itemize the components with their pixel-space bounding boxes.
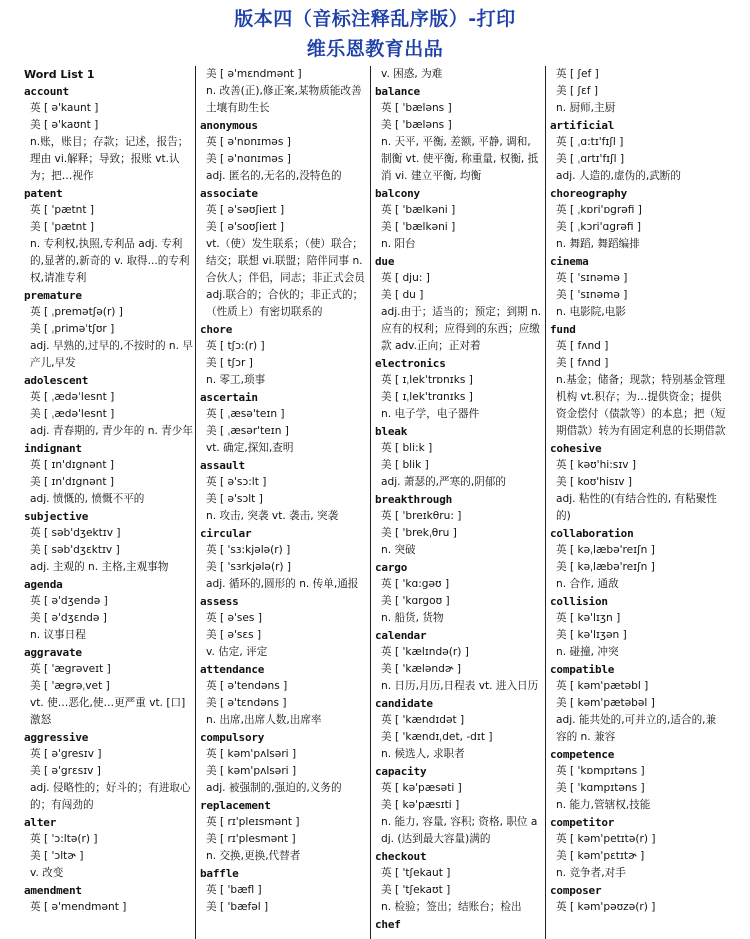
phonetic: 美 [ ˌædə'lesnt ] — [30, 408, 115, 420]
phonetic: 英 [ ə'sɔ:lt ] — [206, 476, 267, 488]
definition: adj. 粘性的(有结合性的, 有粘聚性的) — [556, 493, 717, 522]
vocab-word: composer — [550, 884, 602, 897]
definition: n. 专利权,执照,专利品 adj. 专利的,显著的,新奇的 v. 取得...的专利权,请准专利 — [30, 238, 190, 284]
vocab-word: subjective — [24, 510, 89, 523]
vocab-word: checkout — [375, 850, 427, 863]
phonetic: 美 [ tʃɔr ] — [206, 357, 253, 369]
vocab-word: indignant — [24, 442, 82, 455]
vocab-word: ascertain — [200, 391, 258, 404]
phonetic: 美 [ 'bæləns ] — [381, 119, 452, 131]
vocab-word: breakthrough — [375, 493, 453, 506]
vocab-word: associate — [200, 187, 258, 200]
phonetic: 英 [ kəʊ'hi:sɪv ] — [556, 459, 637, 471]
phonetic: 美 [ rɪ'plesmənt ] — [206, 833, 296, 845]
vocab-word: balcony — [375, 187, 420, 200]
phonetic: 美 [ ə'mɛndmənt ] — [206, 68, 302, 80]
definition: n. 交换,更换,代替者 — [206, 850, 301, 862]
definition: n. 检验；签出；结账台；检出 — [381, 901, 522, 913]
phonetic: 美 [ ə'tɛndəns ] — [206, 697, 287, 709]
phonetic: 英 [ bli:k ] — [381, 442, 433, 454]
vocab-word: patent — [24, 187, 63, 200]
phonetic: 美 [ 'kɑrgoʊ ] — [381, 595, 450, 607]
phonetic: 美 [ ə'nɑnɪməs ] — [206, 153, 291, 165]
definition: n.基金；储备；现款；特别基金管理机构 vt.积存；为…提供资金；提供资金偿付（债款等）的本息；把（短期借款）转为有固定利息的长期借款 — [556, 374, 726, 437]
definition: vt.（使）发生联系；（使）联合；结交；联想 vi.联盟；陪伴同事 n.合伙人；伴侣，同志；非正式会员 adj.联合的；合伙的；非正式的；（性质上）有密切联系的 — [206, 238, 365, 318]
phonetic: 美 [ ˌæsər'teɪn ] — [206, 425, 289, 437]
phonetic: 美 [ blik ] — [381, 459, 429, 471]
phonetic: 美 [ 'bælkəni ] — [381, 221, 456, 233]
definition: n. 攻击, 突袭 vt. 袭击, 突袭 — [206, 510, 339, 522]
phonetic: 美 [ ə'kaʊnt ] — [30, 119, 99, 131]
phonetic: 美 [ 'bæfəl ] — [206, 901, 269, 913]
phonetic: 英 [ ə'mendmənt ] — [30, 901, 127, 913]
definition: adj. 能共处的,可并立的,适合的,兼容的 n. 兼容 — [556, 714, 717, 743]
phonetic: 美 [ 'pætnt ] — [30, 221, 95, 233]
phonetic: 英 [ 'pætnt ] — [30, 204, 95, 216]
list-heading: Word List 1 — [24, 68, 95, 81]
vocab-word: replacement — [200, 799, 271, 812]
vocab-word: adolescent — [24, 374, 89, 387]
definition: adj. 青春期的, 青少年的 n. 青少年 — [30, 425, 193, 437]
definition: adj. 循环的,圆形的 n. 传单,通报 — [206, 578, 359, 590]
phonetic: 英 [ 'breɪkθru: ] — [381, 510, 462, 522]
phonetic: 英 [ kəm'petɪtə(r) ] — [556, 833, 656, 845]
phonetic: 英 [ tʃɔ:(r) ] — [206, 340, 265, 352]
word-column-4 — [550, 66, 726, 939]
page-subtitle: 维乐恩教育出品 — [306, 38, 444, 60]
phonetic: 英 [ 'bæfl ] — [206, 884, 262, 896]
phonetic: 美 [ ə'dʒɛndə ] — [30, 612, 107, 624]
phonetic: 英 [ kəˌlæbə'reɪʃn ] — [556, 544, 655, 556]
definition: n. 船货, 货物 — [381, 612, 444, 624]
phonetic: 英 [ ɪˌlek'trɒnɪks ] — [381, 374, 473, 386]
vocab-word: collision — [550, 595, 608, 608]
definition: n. 改善(正),修正案,某物质能改善土壤有助生长 — [206, 85, 362, 114]
phonetic: 英 [ ə'ses ] — [206, 612, 262, 624]
definition: adj. 匿名的,无名的,没特色的 — [206, 170, 342, 182]
phonetic: 英 [ ʃef ] — [556, 68, 599, 80]
word-list-columns — [0, 66, 750, 939]
phonetic: 英 [ kəm'pætəbl ] — [556, 680, 649, 692]
definition: vt. 使…恶化,使…更严重 vt. [口]激怒 — [30, 697, 186, 726]
phonetic: 英 [ fʌnd ] — [556, 340, 609, 352]
vocab-word: compatible — [550, 663, 615, 676]
phonetic: 美 [ du ] — [381, 289, 424, 301]
vocab-word: cinema — [550, 255, 589, 268]
phonetic: 英 [ 'ɔ:ltə(r) ] — [30, 833, 98, 845]
definition: n. 竞争者,对手 — [556, 867, 626, 879]
phonetic: 英 [ ˌæsə'teɪn ] — [206, 408, 285, 420]
phonetic: 英 [ 'sɪnəmə ] — [556, 272, 628, 284]
phonetic: 英 [ ˌpremətʃə(r) ] — [30, 306, 123, 318]
phonetic: 英 [ ˌkɒri'ɒgrəfi ] — [556, 204, 642, 216]
vocab-word: artificial — [550, 119, 615, 132]
definition: n. 厨师,主厨 — [556, 102, 616, 114]
vocab-word: collaboration — [550, 527, 634, 540]
phonetic: 美 [ ə'sɔlt ] — [206, 493, 263, 505]
phonetic: 英 [ ə'gresɪv ] — [30, 748, 102, 760]
vocab-word: attendance — [200, 663, 265, 676]
phonetic: 英 [ ˌɑ:tɪ'fɪʃl ] — [556, 136, 624, 148]
phonetic: 英 [ səb'dʒektɪv ] — [30, 527, 121, 539]
vocab-word: agenda — [24, 578, 63, 591]
vocab-word: cargo — [375, 561, 408, 574]
phonetic: 英 [ 'kɒmpɪtəns ] — [556, 765, 645, 777]
phonetic: 美 [ ə'grɛsɪv ] — [30, 765, 101, 777]
definition: n. 电子学，电子器件 — [381, 408, 480, 420]
definition: adj. 人造的,虚伪的,武断的 — [556, 170, 681, 182]
definition: n. 合作, 通敌 — [556, 578, 619, 590]
vocab-word: competence — [550, 748, 615, 761]
vocab-word: premature — [24, 289, 82, 302]
phonetic: 美 [ ʃɛf ] — [556, 85, 598, 97]
vocab-word: compulsory — [200, 731, 265, 744]
definition: n. 零工,琐事 — [206, 374, 266, 386]
phonetic: 英 [ 'bælkəni ] — [381, 204, 456, 216]
definition: n. 突破 — [381, 544, 416, 556]
vocab-word: chef — [375, 918, 401, 931]
phonetic: 英 [ rɪ'pleɪsmənt ] — [206, 816, 300, 828]
phonetic: 英 [ kə'pæsəti ] — [381, 782, 462, 794]
vocab-word: circular — [200, 527, 252, 540]
phonetic: 美 [ 'kɑmpɪtəns ] — [556, 782, 645, 794]
vocab-word: aggravate — [24, 646, 82, 659]
vocab-word: aggressive — [24, 731, 89, 744]
definition: adj. 侵略性的；好斗的；有进取心的；有闯劲的 — [30, 782, 191, 811]
phonetic: 美 [ ɪn'dɪgnənt ] — [30, 476, 115, 488]
definition: adj.由于；适当的；预定；到期 n.应有的权利；应得到的东西；应缴款 adv.正向；正对着 — [381, 306, 542, 352]
phonetic: 美 [ ɪˌlek'trɑnɪks ] — [381, 391, 473, 403]
phonetic: 美 [ 'sɜrkjələ(r) ] — [206, 561, 292, 573]
vocab-word: cohesive — [550, 442, 602, 455]
vocab-word: fund — [550, 323, 576, 336]
vocab-word: baffle — [200, 867, 239, 880]
vocab-word: assess — [200, 595, 239, 608]
vocab-word: choreography — [550, 187, 628, 200]
phonetic: 英 [ ə'səʊʃieɪt ] — [206, 204, 285, 216]
definition: v. 估定, 评定 — [206, 646, 268, 658]
phonetic: 美 [ kəm'pætəbəl ] — [556, 697, 655, 709]
phonetic: 美 [ 'brekˌθru ] — [381, 527, 457, 539]
definition: n. 能力, 容量, 容积; 资格, 职位 adj. (达到最大容量)满的 — [381, 816, 538, 845]
phonetic: 英 [ 'sɜ:kjələ(r) ] — [206, 544, 291, 556]
definition: adj. 愤慨的, 愤慨不平的 — [30, 493, 145, 505]
definition: adj. 主观的 n. 主格,主观事物 — [30, 561, 169, 573]
vocab-word: capacity — [375, 765, 427, 778]
phonetic: 美 [ koʊ'hisɪv ] — [556, 476, 633, 488]
vocab-word: calendar — [375, 629, 427, 642]
phonetic: 英 [ ə'tendəns ] — [206, 680, 288, 692]
vocab-word: bleak — [375, 425, 408, 438]
phonetic: 美 [ ˌɑrtɪ'fɪʃl ] — [556, 153, 625, 165]
phonetic: 美 [ ə'sɛs ] — [206, 629, 262, 641]
phonetic: 英 [ 'kælɪndə(r) ] — [381, 646, 469, 658]
definition: n. 日历,月历,日程表 vt. 进入日历 — [381, 680, 539, 692]
definition: n. 阳台 — [381, 238, 416, 250]
phonetic: 美 [ 'ægrəˌvet ] — [30, 680, 110, 692]
phonetic: 美 [ 'kæləndɚ ] — [381, 663, 461, 675]
phonetic: 美 [ səb'dʒɛktɪv ] — [30, 544, 120, 556]
definition: n. 天平, 平衡, 差额, 平静, 调和, 制衡 vt. 使平衡, 称重量, 权衡, 抵消 vi. 建立平衡, 均衡 — [381, 136, 539, 182]
phonetic: 美 [ kəm'pɛtɪtɚ ] — [556, 850, 645, 862]
definition: n.账，账目；存款；记述，报告；理由 vi.解释；导致；报账 vt.认为；把…视作 — [30, 136, 189, 182]
phonetic: 美 [ kəm'pʌlsəri ] — [206, 765, 297, 777]
definition: n. 舞蹈, 舞蹈编排 — [556, 238, 640, 250]
phonetic: 美 [ fʌnd ] — [556, 357, 609, 369]
definition: adj. 被强制的,强迫的,义务的 — [206, 782, 342, 794]
phonetic: 美 [ kə'lɪʒən ] — [556, 629, 627, 641]
phonetic: 美 [ kəˌlæbə'reɪʃn ] — [556, 561, 655, 573]
definition: v. 困惑, 为难 — [381, 68, 443, 80]
phonetic: 英 [ dju: ] — [381, 272, 430, 284]
phonetic: 美 [ ˌkɔri'ɑgrəfi ] — [556, 221, 642, 233]
vocab-word: amendment — [24, 884, 82, 897]
phonetic: 英 [ ə'nɒnɪməs ] — [206, 136, 291, 148]
phonetic: 英 [ kə'lɪʒn ] — [556, 612, 621, 624]
word-column-1 — [24, 66, 193, 939]
phonetic: 美 [ ə'soʊʃieɪt ] — [206, 221, 285, 233]
phonetic: 美 [ 'sɪnəmə ] — [556, 289, 628, 301]
definition: n. 电影院,电影 — [556, 306, 626, 318]
phonetic: 美 [ kə'pæsɪti ] — [381, 799, 460, 811]
phonetic: 美 [ 'tʃekaʊt ] — [381, 884, 451, 896]
phonetic: 英 [ ə'dʒendə ] — [30, 595, 108, 607]
phonetic: 英 [ kəm'pəʊzə(r) ] — [556, 901, 656, 913]
phonetic: 英 [ 'kændɪdət ] — [381, 714, 465, 726]
vocab-word: alter — [24, 816, 57, 829]
definition: v. 改变 — [30, 867, 64, 879]
phonetic: 英 [ ɪn'dɪgnənt ] — [30, 459, 115, 471]
phonetic: 英 [ 'ægrəveɪt ] — [30, 663, 111, 675]
word-column-3 — [375, 66, 543, 939]
definition: adj. 早熟的,过早的,不按时的 n. 早产儿,早发 — [30, 340, 193, 369]
phonetic: 英 [ ˌædəˈlesnt ] — [30, 391, 115, 403]
page-title: 版本四（音标注释乱序版）-打印 — [234, 8, 516, 30]
phonetic: 英 [ ə'kaunt ] — [30, 102, 99, 114]
vocab-word: assault — [200, 459, 245, 472]
definition: n. 候选人, 求职者 — [381, 748, 465, 760]
definition: n. 能力,管辖权,技能 — [556, 799, 651, 811]
vocab-word: chore — [200, 323, 233, 336]
phonetic: 美 [ 'kændɪˌdet, -dɪt ] — [381, 731, 493, 743]
definition: adj. 萧瑟的,严寒的,阴郁的 — [381, 476, 506, 488]
vocab-word: anonymous — [200, 119, 258, 132]
phonetic: 英 [ kəm'pʌlsəri ] — [206, 748, 297, 760]
vocab-word: competitor — [550, 816, 615, 829]
definition: vt. 确定,探知,查明 — [206, 442, 294, 454]
vocab-word: balance — [375, 85, 420, 98]
definition: n. 出席,出席人数,出席率 — [206, 714, 322, 726]
word-column-2 — [200, 66, 368, 939]
vocab-word: electronics — [375, 357, 446, 370]
vocab-word: candidate — [375, 697, 433, 710]
vocab-word: due — [375, 255, 395, 268]
definition: n. 碰撞, 冲突 — [556, 646, 619, 658]
phonetic: 英 [ 'bæləns ] — [381, 102, 452, 114]
phonetic: 美 [ ˌpriməˈtʃʊr ] — [30, 323, 115, 335]
vocab-word: account — [24, 85, 69, 98]
phonetic: 美 [ 'ɔltɚ ] — [30, 850, 84, 862]
definition: n. 议事日程 — [30, 629, 86, 641]
phonetic: 英 [ 'kɑ:gəʊ ] — [381, 578, 450, 590]
phonetic: 英 [ 'tʃekaut ] — [381, 867, 451, 879]
